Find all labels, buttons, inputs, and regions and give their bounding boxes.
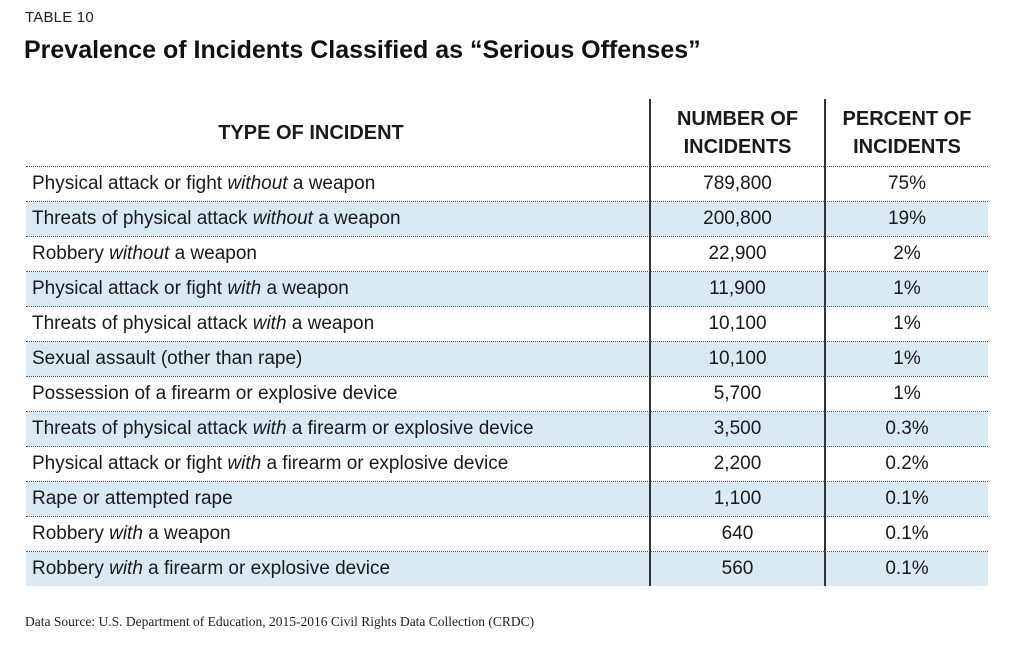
cell-number: 3,500	[713, 418, 762, 439]
cell-percent: 1%	[893, 278, 921, 299]
incident-type-text: Physical attack or fight	[32, 278, 228, 299]
header-number-of-incidents: NUMBER OF INCIDENTS	[676, 107, 799, 158]
incidents-table	[26, 99, 988, 586]
incident-type-text: Physical attack or fight	[32, 173, 228, 194]
cell-number: 5,700	[713, 383, 762, 404]
cell-incident-type	[32, 272, 349, 306]
cell-percent: 1%	[893, 348, 921, 369]
cell-number: 10,100	[708, 313, 767, 334]
cell-number: 10,100	[708, 348, 767, 369]
cell-incident-type	[32, 447, 508, 481]
cell-percent: 2%	[893, 243, 921, 264]
incident-type-emphasis: without	[109, 243, 170, 264]
table-row	[26, 167, 988, 202]
table-row	[26, 517, 988, 552]
cell-incident-type	[32, 307, 374, 341]
header-percent-of-incidents: PERCENT OF INCIDENTS	[842, 107, 972, 158]
cell-percent: 1%	[893, 313, 921, 334]
cell-incident-type	[32, 412, 534, 446]
incident-type-text: Possession of a firearm or explosive device	[32, 383, 398, 404]
cell-percent: 0.3%	[885, 418, 929, 439]
cell-incident-type	[32, 552, 390, 586]
incident-type-emphasis: without	[227, 173, 288, 194]
incident-type-text: Threats of physical attack	[32, 313, 253, 334]
incident-type-text: Rape or attempted rape	[32, 488, 233, 509]
incident-type-emphasis: with	[252, 418, 287, 439]
cell-percent: 19%	[887, 208, 927, 229]
table-row	[26, 377, 988, 412]
header-type-of-incident: TYPE OF INCIDENT	[218, 121, 404, 144]
table-row	[26, 447, 988, 482]
column-divider	[649, 99, 651, 586]
incident-type-text: a weapon	[261, 278, 349, 299]
cell-number: 560	[721, 558, 754, 579]
incident-type-emphasis: with	[227, 453, 262, 474]
cell-percent: 0.1%	[885, 523, 929, 544]
incident-type-emphasis: without	[252, 208, 313, 229]
cell-incident-type	[32, 482, 233, 516]
table-row	[26, 272, 988, 307]
cell-incident-type	[32, 517, 231, 551]
incident-type-emphasis: with	[252, 313, 287, 334]
cell-incident-type	[32, 237, 257, 271]
incident-type-emphasis: with	[109, 558, 143, 579]
data-source-note: Data Source: U.S. Department of Education, 2015-2016 Civil Rights Data Collection (CRDC)	[25, 614, 535, 629]
incident-type-text: Threats of physical attack	[32, 208, 253, 229]
cell-number: 11,900	[709, 278, 766, 299]
cell-number: 1,100	[713, 488, 762, 509]
cell-incident-type	[32, 202, 401, 236]
table-row	[26, 202, 988, 237]
table-row	[26, 412, 988, 447]
incident-type-text: Physical attack or fight	[32, 453, 228, 474]
cell-number: 2,200	[713, 453, 762, 474]
page-title: Prevalence of Incidents Classified as “Serious Offenses”	[24, 36, 701, 64]
table-row	[26, 552, 988, 586]
incident-type-text: a weapon	[312, 208, 401, 229]
incident-type-text: Robbery	[32, 243, 110, 264]
incident-type-text: Threats of physical attack	[32, 418, 253, 439]
table-row	[26, 482, 988, 517]
cell-percent: 0.1%	[885, 558, 929, 579]
incident-type-emphasis: with	[227, 278, 262, 299]
incident-type-text: a firearm or explosive device	[142, 558, 391, 579]
cell-percent: 75%	[887, 173, 927, 194]
incident-type-text: a weapon	[142, 523, 231, 544]
incident-type-text: a weapon	[287, 173, 376, 194]
incident-type-text: Robbery	[32, 523, 110, 544]
table-row	[26, 307, 988, 342]
cell-number: 22,900	[708, 243, 767, 264]
table-row	[26, 342, 988, 377]
incident-type-text: Sexual assault (other than rape)	[32, 348, 303, 369]
incident-type-text: Robbery	[32, 558, 110, 579]
incident-type-text: a weapon	[286, 313, 375, 334]
cell-percent: 0.2%	[885, 453, 929, 474]
table-body	[26, 167, 988, 586]
incident-type-text: a firearm or explosive device	[286, 418, 534, 439]
cell-number: 789,800	[703, 173, 772, 194]
cell-percent: 0.1%	[885, 488, 929, 509]
cell-incident-type	[32, 342, 302, 376]
incident-type-text: a weapon	[169, 243, 257, 264]
cell-incident-type	[32, 167, 375, 201]
table-header	[26, 99, 988, 167]
incident-type-emphasis: with	[109, 523, 143, 544]
cell-number: 200,800	[703, 208, 772, 229]
cell-percent: 1%	[893, 383, 921, 404]
cell-incident-type	[32, 377, 397, 411]
table-label: TABLE 10	[25, 9, 94, 26]
column-divider	[824, 99, 826, 586]
cell-number: 640	[721, 523, 754, 544]
table-row	[26, 237, 988, 272]
incident-type-text: a firearm or explosive device	[261, 453, 509, 474]
